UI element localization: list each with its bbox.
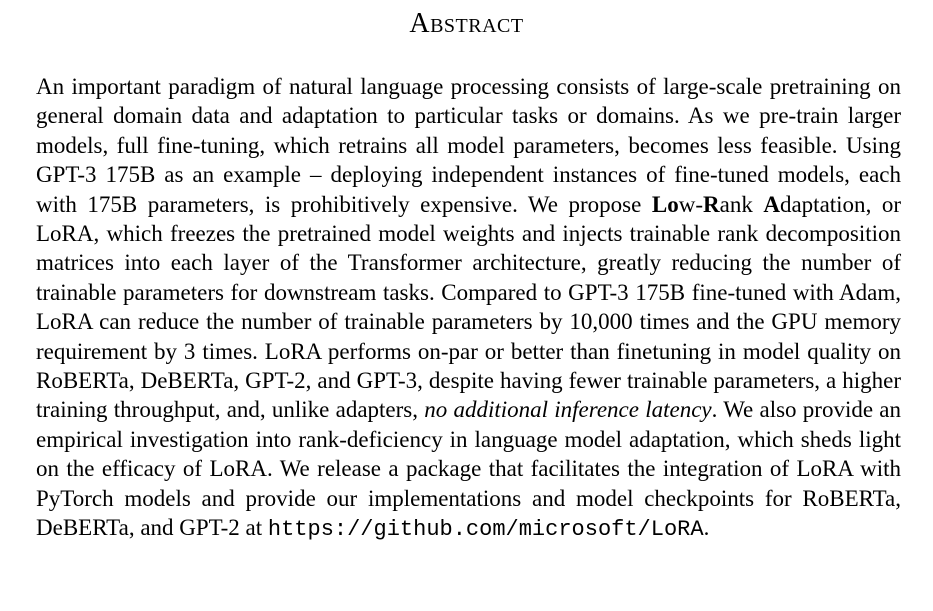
italic-phrase: no additional inference latency: [424, 397, 712, 423]
acronym-letter-a: A: [763, 191, 780, 217]
repository-link[interactable]: https://github.com/microsoft/LoRA: [267, 517, 704, 543]
abstract-text-part-3: . We also provide an empirical investigation into rank-deficiency in language model adaptation, which sheds light on the efficacy of LoRA. We release a package that facilitates the integration of LoRA with PyTorch models and provide our implementations and model checkpoints for RoBERTa, DeBERTa, and GPT-2 at: [36, 397, 901, 541]
abstract-text-part-2: , or LoRA, which freezes the pretrained model weights and injects trainable rank decomposition matrices into each layer of the Transformer architecture, greatly reducing the number of trainable parameters for downstream tasks. Compared to GPT-3 175B fine-tuned with Adam, LoRA can reduce the number of trainable parameters by 10,000 times and the GPU memory requirement by 3 times. LoRA performs on-par or better than finetuning in model quality on RoBERTa, DeBERTa, GPT-2, and GPT-3, despite having fewer trainable parameters, a higher training throughput, and, unlike adapters,: [36, 191, 901, 423]
abstract-heading: Abstract: [409, 8, 524, 39]
abstract-paragraph: [36, 72, 901, 545]
acronym-letters-lo: Lo: [651, 191, 679, 217]
abstract-text-part-4: .: [703, 515, 710, 541]
abstract-text-part-1: An important paradigm of natural language processing consists of large-scale pretraining on general domain data and adaptation to particular tasks or domains. As we pre-train larger models, full fine-tuning, which retrains all model parameters, becomes less feasible. Using GPT-3 175B as an example – deploying independent instances of fine-tuned models, each with 175B parameters, is prohibitively expensive. We propose: [36, 74, 901, 217]
acronym-rest-w: w-: [678, 191, 703, 217]
acronym-rest-daptation: daptation: [779, 191, 866, 217]
acronym-letter-r: R: [702, 191, 720, 217]
acronym-rest-ank: ank: [719, 191, 764, 217]
